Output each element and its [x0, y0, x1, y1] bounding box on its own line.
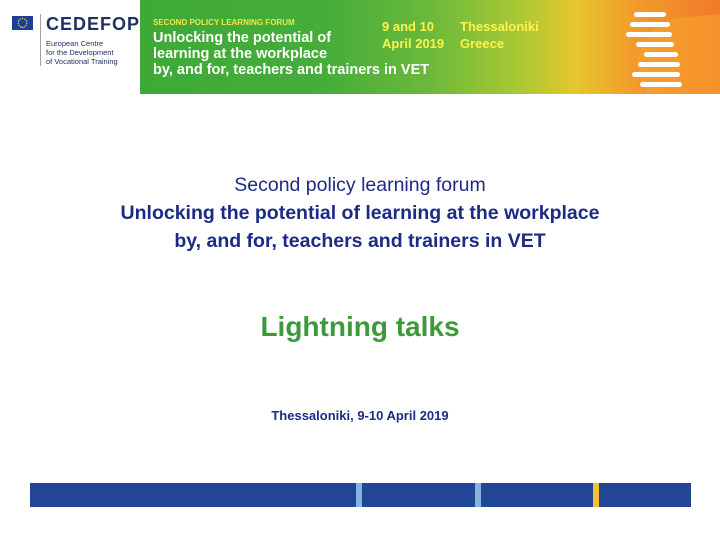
- forum-title-line: Unlocking the potential of: [153, 30, 332, 46]
- header-banner: [0, 0, 720, 94]
- date-location-line: Thessaloniki, 9-10 April 2019: [271, 408, 449, 423]
- cedefop-subtitle-line: for the Development: [46, 48, 114, 57]
- forum-label: SECOND POLICY LEARNING FORUM: [153, 18, 295, 27]
- cedefop-logo: CEDEFOP: [46, 14, 141, 34]
- slide-title-line: Unlocking the potential of learning at the workplace: [120, 202, 600, 224]
- profile-head-graphic-icon: [596, 8, 720, 94]
- footer-bar-mark: [475, 483, 481, 507]
- cedefop-subtitle-line: of Vocational Training: [46, 57, 118, 66]
- slide-subtitle: Second policy learning forum: [234, 174, 486, 196]
- event-date-line: April 2019: [382, 36, 445, 51]
- footer-bar-mark: [356, 483, 362, 507]
- event-date-line: 9 and 10: [382, 19, 435, 34]
- slide-title: [0, 199, 720, 255]
- section-title: Lightning talks: [260, 311, 460, 342]
- logo-panel: [0, 0, 140, 94]
- cedefop-subtitle-line: European Centre: [46, 39, 104, 48]
- logo-divider: [40, 14, 41, 66]
- event-location-line: Greece: [460, 36, 505, 51]
- eu-flag-icon: [12, 16, 33, 30]
- event-location: [460, 18, 539, 52]
- slide-title-line: by, and for, teachers and trainers in VET: [174, 230, 546, 252]
- event-date: [382, 18, 444, 52]
- cedefop-subtitle: [46, 39, 136, 66]
- footer-bar: [30, 483, 691, 507]
- footer-bar-mark: [593, 483, 599, 507]
- forum-title-line: by, and for, teachers and trainers in VET: [153, 62, 430, 78]
- forum-title-line: learning at the workplace: [153, 46, 328, 62]
- event-location-line: Thessaloniki: [460, 19, 539, 34]
